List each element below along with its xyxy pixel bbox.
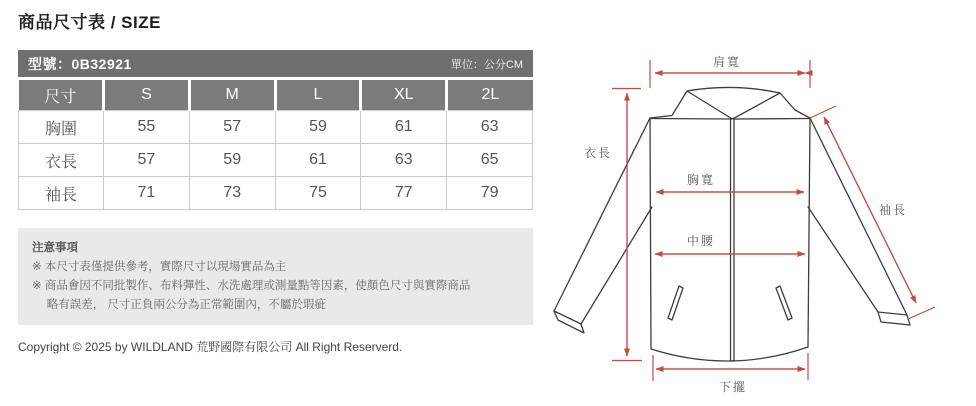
hem-width-label: 下擺 <box>718 380 748 394</box>
size-table-header-row <box>19 80 533 111</box>
unit-label: 單位：公分CM <box>450 58 523 71</box>
column-header-dimension: 尺寸 <box>19 80 104 111</box>
cell-value: 63 <box>447 111 533 144</box>
jacket-outline <box>554 87 910 361</box>
cell-value: 79 <box>447 177 533 210</box>
column-header-size-l: L <box>275 80 361 111</box>
page-title: 商品尺寸表 / SIZE <box>18 13 161 32</box>
cell-value: 55 <box>104 111 190 144</box>
table-row-length <box>19 144 533 177</box>
column-header-size-2l: 2L <box>447 80 533 111</box>
notes-box <box>18 228 533 325</box>
cell-value: 57 <box>104 144 190 177</box>
row-label: 袖長 <box>19 177 104 210</box>
shoulder-width-label: 肩寬 <box>712 55 742 69</box>
garment-length-label: 衣長 <box>583 146 613 160</box>
cell-value: 71 <box>104 177 190 210</box>
notes-title: 注意事項 <box>32 242 78 254</box>
cell-value: 65 <box>447 144 533 177</box>
column-header-size-xl: XL <box>361 80 447 111</box>
size-table-section <box>18 50 533 210</box>
table-row-sleeve <box>19 177 533 210</box>
row-label: 胸圍 <box>19 111 104 144</box>
cell-value: 61 <box>275 144 361 177</box>
notes-line-1: ※ 本尺寸表僅提供參考，實際尺寸以現場實品為主 <box>32 261 287 273</box>
cell-value: 59 <box>275 111 361 144</box>
measurement-labels <box>584 54 907 394</box>
column-header-size-s: S <box>104 80 190 111</box>
cell-value: 61 <box>361 111 447 144</box>
size-table <box>18 80 533 210</box>
model-number: 型號：0B32921 <box>28 55 132 72</box>
notes-line-3: 略有誤差， 尺寸正負兩公分為正常範圍內，不屬於瑕疵 <box>32 299 326 311</box>
row-label: 衣長 <box>19 144 104 177</box>
waist-label: 中腰 <box>686 234 716 248</box>
notes-line-2: ※ 商品會因不同批製作、布料彈性、水洗處理或測量點等因素，使顏色尺寸與實際商品 <box>32 280 471 292</box>
cell-value: 75 <box>275 177 361 210</box>
chest-width-label: 胸寬 <box>686 173 716 187</box>
cell-value: 77 <box>361 177 447 210</box>
table-row-chest <box>19 111 533 144</box>
model-bar <box>18 50 533 77</box>
copyright-text: Copyright © 2025 by WILDLAND 荒野國際有限公司 All Right Reserverd. <box>18 340 403 354</box>
cell-value: 63 <box>361 144 447 177</box>
measurement-arrows <box>612 60 935 381</box>
sleeve-length-label: 袖長 <box>878 203 908 217</box>
cell-value: 59 <box>189 144 275 177</box>
jacket-measurement-diagram <box>545 40 976 406</box>
column-header-size-m: M <box>189 80 275 111</box>
cell-value: 57 <box>189 111 275 144</box>
cell-value: 73 <box>189 177 275 210</box>
